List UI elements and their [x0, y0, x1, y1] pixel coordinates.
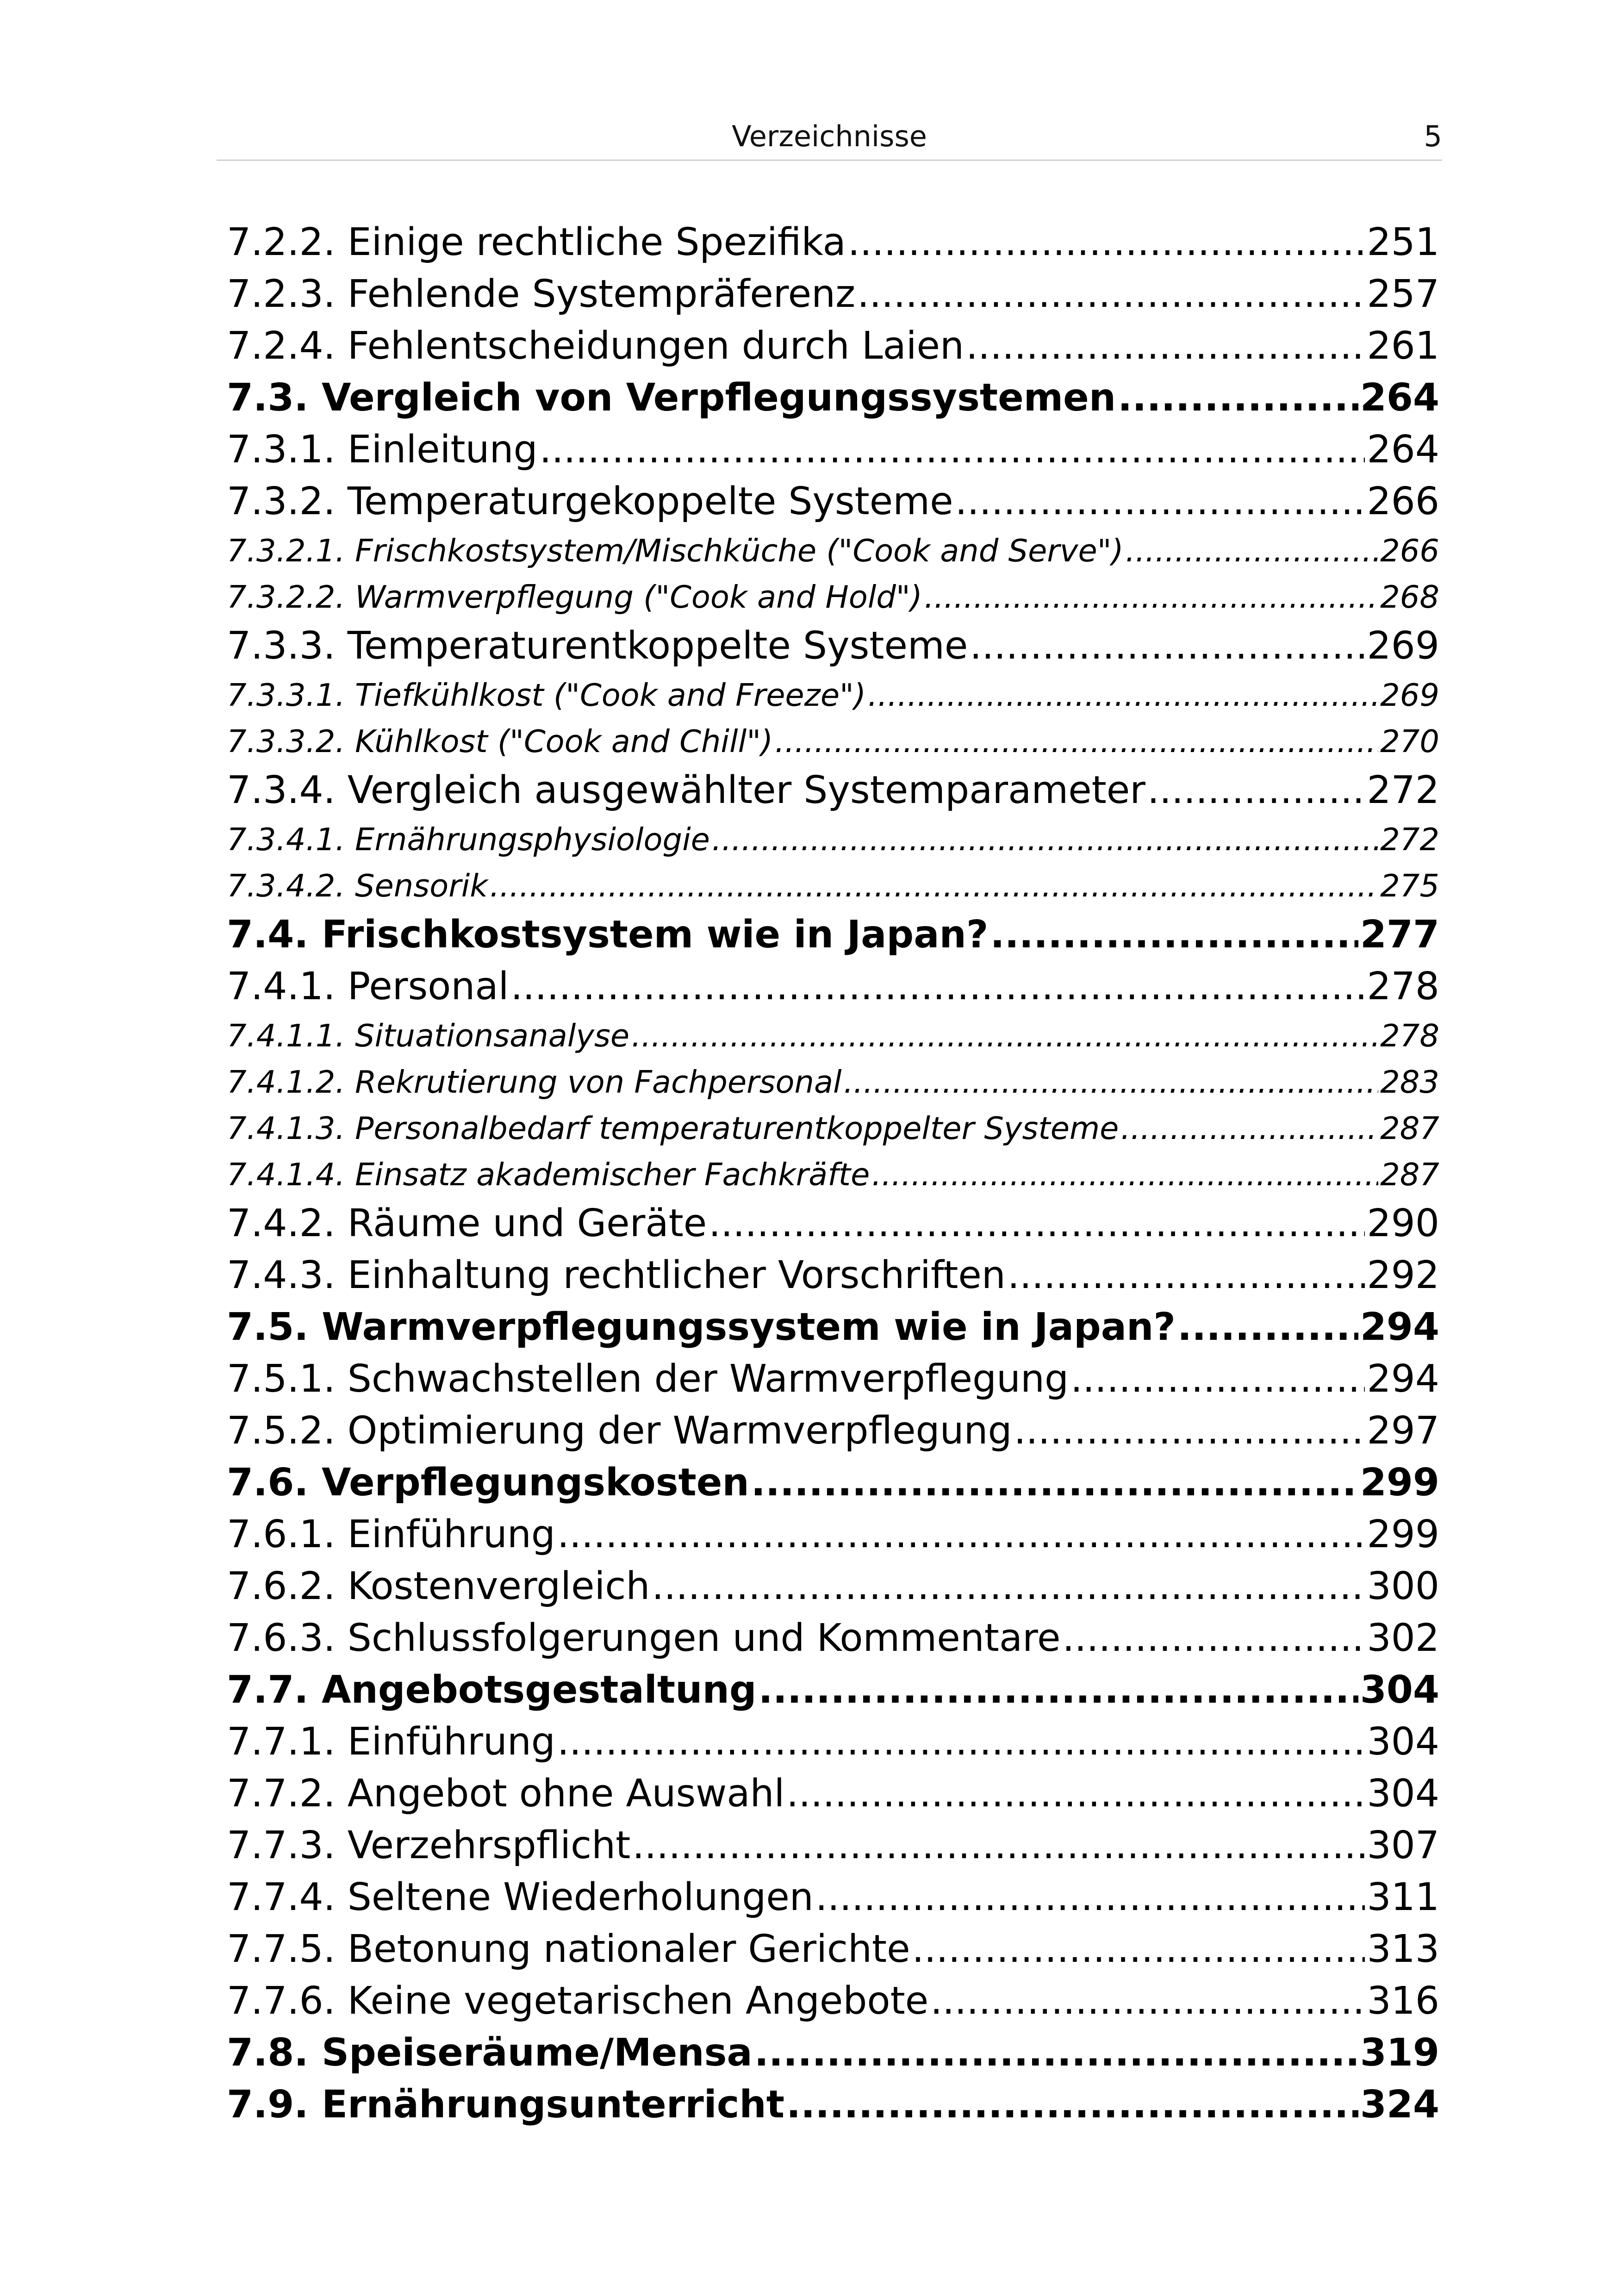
toc-entry-title: 7.7.2. Angebot ohne Auswahl	[227, 1772, 785, 1816]
toc-entry-page: 311	[1367, 1875, 1439, 1919]
toc-entry-page: 304	[1367, 1720, 1439, 1764]
toc-entry-page: 266	[1380, 533, 1439, 569]
toc-entry[interactable]	[227, 1923, 1439, 1975]
toc-entry-title: 7.2.3. Fehlende Systempräferenz	[227, 272, 856, 316]
toc-entry[interactable]	[227, 1612, 1439, 1664]
toc-entry-page: 264	[1367, 428, 1439, 472]
toc-entry-page: 266	[1367, 479, 1439, 523]
toc-entry[interactable]	[227, 1561, 1439, 1612]
toc-entry-page: 261	[1367, 324, 1439, 368]
toc-entry-page: 283	[1380, 1064, 1439, 1100]
dot-leader	[848, 217, 1365, 268]
toc-entry-title: 7.3.4.2. Sensorik	[227, 868, 488, 904]
toc-entry-title: 7.4.3. Einhaltung rechtlicher Vorschriften	[227, 1253, 1006, 1297]
dot-leader	[759, 1664, 1358, 1716]
toc-entry-page: 287	[1380, 1110, 1439, 1146]
toc-entry-title: 7.3.4.1. Ernährungsphysiologie	[227, 821, 710, 858]
toc-entry-title: 7.6.1. Einführung	[227, 1512, 555, 1556]
toc-entry-title: 7.7.4. Seltene Wiederholungen	[227, 1875, 814, 1919]
toc-entry-page: 319	[1360, 2031, 1439, 2075]
dot-leader	[786, 1768, 1365, 1820]
toc-entry[interactable]	[227, 268, 1439, 320]
toc-entry[interactable]	[227, 1353, 1439, 1405]
dot-leader	[1014, 1405, 1365, 1457]
toc-entry-title: 7.4. Frischkostsystem wie in Japan?	[227, 913, 989, 957]
toc-entry[interactable]	[227, 961, 1439, 1013]
dot-leader	[510, 961, 1365, 1013]
toc-entry[interactable]	[227, 765, 1439, 816]
dot-leader	[709, 1198, 1365, 1250]
toc-entry-page: 278	[1367, 964, 1439, 1008]
toc-entry-page: 300	[1367, 1564, 1439, 1608]
dot-leader	[955, 476, 1365, 528]
dot-leader	[868, 672, 1378, 718]
header-rule	[217, 160, 1442, 161]
toc-entry-title: 7.3.2.2. Warmverpflegung ("Cook and Hold")	[227, 579, 922, 615]
toc-entry[interactable]	[227, 2079, 1439, 2131]
dot-leader	[1062, 1612, 1365, 1664]
toc-entry-title: 7.5. Warmverpflegungssystem wie in Japan?	[227, 1305, 1176, 1349]
toc-entry-title: 7.5.2. Optimierung der Warmverpflegung	[227, 1409, 1012, 1453]
running-head	[217, 115, 1442, 161]
toc-entry-page: 251	[1367, 220, 1439, 264]
dot-leader	[1120, 1105, 1378, 1151]
toc-entry-title: 7.4.1.2. Rekrutierung von Fachpersonal	[227, 1064, 842, 1100]
toc-entry-title: 7.6.3. Schlussfolgerungen und Kommentare	[227, 1616, 1061, 1660]
toc-entry-page: 264	[1360, 376, 1439, 420]
toc-entry[interactable]	[227, 909, 1439, 961]
toc-entry-page: 290	[1367, 1201, 1439, 1245]
dot-leader	[1008, 1250, 1365, 1301]
toc-entry[interactable]	[227, 1664, 1439, 1716]
toc-entry-title: 7.3.2. Temperaturgekoppelte Systeme	[227, 479, 953, 523]
dot-leader	[930, 1975, 1365, 2027]
toc-entry[interactable]	[227, 1013, 1439, 1059]
toc-entry[interactable]	[227, 476, 1439, 528]
toc-entry[interactable]	[227, 1509, 1439, 1561]
dot-leader	[652, 1561, 1365, 1612]
toc-entry-page: 269	[1367, 624, 1439, 668]
toc-entry-title: 7.4.1.1. Situationsanalyse	[227, 1018, 630, 1054]
toc-entry-page: 294	[1367, 1357, 1439, 1401]
dot-leader	[1118, 372, 1358, 424]
dot-leader	[815, 1872, 1365, 1923]
toc-entry-page: 299	[1367, 1512, 1439, 1556]
toc-entry-page: 270	[1380, 723, 1439, 759]
toc-entry-title: 7.2.2. Einige rechtliche Spezifika	[227, 220, 846, 264]
toc-entry-page: 304	[1360, 1668, 1439, 1712]
dot-leader	[754, 2027, 1358, 2079]
toc-entry[interactable]	[227, 863, 1439, 909]
toc-entry-page: 297	[1367, 1409, 1439, 1453]
toc-entry-page: 316	[1367, 1979, 1439, 2023]
toc-entry-page: 272	[1367, 768, 1439, 812]
toc-entry[interactable]	[227, 1250, 1439, 1301]
toc-entry-title: 7.3.3. Temperaturentkoppelte Systeme	[227, 624, 968, 668]
toc-entry[interactable]	[227, 620, 1439, 672]
toc-entry[interactable]	[227, 1457, 1439, 1509]
dot-leader	[632, 1820, 1365, 1872]
toc-entry-title: 7.2.4. Fehlentscheidungen durch Laien	[227, 324, 964, 368]
toc-entry-title: 7.6.2. Kostenvergleich	[227, 1564, 650, 1608]
toc-entry[interactable]	[227, 1105, 1439, 1151]
toc-entry-title: 7.7.5. Betonung nationaler Gerichte	[227, 1927, 910, 1971]
dot-leader	[490, 863, 1378, 909]
toc-entry[interactable]	[227, 528, 1439, 574]
toc-entry[interactable]	[227, 217, 1439, 268]
toc-entry[interactable]	[227, 424, 1439, 476]
dot-leader	[1070, 1353, 1365, 1405]
toc-entry-page: 268	[1380, 579, 1439, 615]
toc-entry-page: 299	[1360, 1461, 1439, 1505]
toc-entry-title: 7.3.3.2. Kühlkost ("Cook and Chill")	[227, 723, 773, 759]
dot-leader	[990, 909, 1358, 961]
toc-entry-title: 7.6. Verpflegungskosten	[227, 1461, 749, 1505]
dot-leader	[557, 1716, 1365, 1768]
toc-entry[interactable]	[227, 372, 1439, 424]
dot-leader	[970, 620, 1365, 672]
toc-entry[interactable]	[227, 1198, 1439, 1250]
toc-entry[interactable]	[227, 1151, 1439, 1198]
dot-leader	[871, 1151, 1378, 1198]
toc-entry[interactable]	[227, 1301, 1439, 1353]
toc-entry-page: 277	[1360, 913, 1439, 957]
dot-leader	[631, 1013, 1378, 1059]
toc-entry-page: 294	[1360, 1305, 1439, 1349]
dot-leader	[857, 268, 1365, 320]
toc-entry[interactable]	[227, 1872, 1439, 1923]
toc-entry-page: 278	[1380, 1018, 1439, 1054]
toc-entry-page: 257	[1367, 272, 1439, 316]
toc-entry-title: 7.4.1.4. Einsatz akademischer Fachkräfte	[227, 1157, 870, 1193]
dot-leader	[912, 1923, 1365, 1975]
toc-entry-title: 7.9. Ernährungsunterricht	[227, 2083, 784, 2127]
toc-entry[interactable]	[227, 320, 1439, 372]
dot-leader	[775, 718, 1378, 765]
dot-leader	[844, 1059, 1378, 1105]
toc-entry[interactable]	[227, 718, 1439, 765]
toc-entry-title: 7.4.1.3. Personalbedarf temperaturentkoppelter Systeme	[227, 1110, 1119, 1146]
dot-leader	[1126, 528, 1378, 574]
dot-leader	[924, 574, 1378, 620]
dot-leader	[557, 1509, 1365, 1561]
running-title: Verzeichnisse	[732, 119, 927, 153]
toc-entry-title: 7.3.2.1. Frischkostsystem/Mischküche ("Cook and Serve")	[227, 533, 1124, 569]
table-of-contents	[227, 217, 1439, 2131]
dot-leader	[1177, 1301, 1358, 1353]
toc-entry-title: 7.7.1. Einführung	[227, 1720, 555, 1764]
toc-entry-page: 275	[1380, 868, 1439, 904]
toc-entry-title: 7.3.3.1. Tiefkühlkost ("Cook and Freeze")	[227, 677, 866, 713]
toc-entry-title: 7.7.6. Keine vegetarischen Angebote	[227, 1979, 929, 2023]
dot-leader	[966, 320, 1365, 372]
dot-leader	[540, 424, 1365, 476]
toc-entry[interactable]	[227, 1820, 1439, 1872]
toc-entry-page: 324	[1360, 2083, 1439, 2127]
toc-entry[interactable]	[227, 1975, 1439, 2027]
toc-entry-title: 7.7.3. Verzehrspflicht	[227, 1823, 631, 1867]
toc-entry-page: 313	[1367, 1927, 1439, 1971]
toc-entry[interactable]	[227, 1768, 1439, 1820]
toc-entry-page: 307	[1367, 1823, 1439, 1867]
toc-entry-page: 304	[1367, 1772, 1439, 1816]
toc-entry-title: 7.4.1. Personal	[227, 964, 509, 1008]
toc-entry-page: 272	[1380, 821, 1439, 858]
dot-leader	[712, 816, 1378, 863]
toc-entry-page: 287	[1380, 1157, 1439, 1193]
toc-entry-title: 7.8. Speiseräume/Mensa	[227, 2031, 753, 2075]
dot-leader	[751, 1457, 1358, 1509]
toc-entry-title: 7.5.1. Schwachstellen der Warmverpflegung	[227, 1357, 1069, 1401]
toc-entry-title: 7.7. Angebotsgestaltung	[227, 1668, 757, 1712]
toc-entry-title: 7.4.2. Räume und Geräte	[227, 1201, 707, 1245]
toc-entry-page: 302	[1367, 1616, 1439, 1660]
toc-entry-title: 7.3.1. Einleitung	[227, 428, 538, 472]
toc-entry[interactable]	[227, 2027, 1439, 2079]
toc-entry-page: 292	[1367, 1253, 1439, 1297]
dot-leader	[1147, 765, 1365, 816]
toc-entry[interactable]	[227, 574, 1439, 620]
toc-entry[interactable]	[227, 1716, 1439, 1768]
toc-entry[interactable]	[227, 672, 1439, 718]
toc-entry[interactable]	[227, 816, 1439, 863]
toc-entry[interactable]	[227, 1405, 1439, 1457]
toc-entry[interactable]	[227, 1059, 1439, 1105]
page-number: 5	[1424, 119, 1442, 153]
dot-leader	[786, 2079, 1358, 2131]
toc-entry-title: 7.3. Vergleich von Verpflegungssystemen	[227, 376, 1116, 420]
toc-entry-title: 7.3.4. Vergleich ausgewählter Systemparameter	[227, 768, 1145, 812]
toc-entry-page: 269	[1380, 677, 1439, 713]
